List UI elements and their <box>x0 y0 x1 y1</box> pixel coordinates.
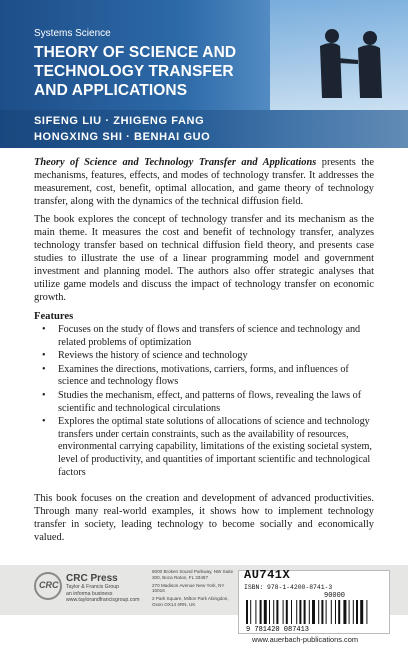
barcode-bar <box>343 600 346 624</box>
barcode-bar <box>260 600 262 624</box>
authors-line-2: HONGXING SHI · BENHAI GUO <box>34 131 211 143</box>
publisher-url: www.taylorandfrancisgroup.com <box>66 597 140 603</box>
barcode-bar <box>273 600 274 624</box>
address-abingdon: 2 Park Square, Milton Park Abingdon, Oxon OX14 4RN, UK <box>152 596 229 607</box>
barcode-bar <box>331 600 332 624</box>
price-code: 90000 <box>324 592 346 600</box>
book-title: THEORY OF SCIENCE AND TECHNOLOGY TRANSFER AND APPLICATIONS <box>34 44 237 99</box>
description-p1-text: presents the mechanisms, features, effects, and modes of technology transfer. It addresses the measurement, cost, benefit, optimal allocation, and game theory of technology transfer, along with the dynamics of the technical diffusion field. <box>34 157 374 207</box>
isbn-barcode <box>240 600 386 632</box>
crc-press-logo-icon: CRC <box>34 572 62 600</box>
features-list <box>34 324 374 480</box>
publisher-name: CRC Press <box>66 573 118 584</box>
catalog-code: AU741X <box>244 568 291 582</box>
barcode-bar <box>264 600 267 624</box>
barcode-bar <box>312 600 315 624</box>
barcode-bar <box>283 600 284 624</box>
barcode-bar <box>326 600 327 624</box>
bullet-icon: • <box>42 324 46 335</box>
publisher-info <box>66 573 140 604</box>
isbn-number: ISBN: 978-1-4200-8741-3 <box>244 584 333 591</box>
barcode-bar <box>353 600 354 624</box>
barcode-bar <box>250 600 251 624</box>
barcode-bar <box>255 600 256 624</box>
feature-text: Studies the mechanism, effect, and patterns of flows, revealing the laws of scientific and technological circulations <box>58 389 362 414</box>
barcode-bar <box>335 600 336 624</box>
barcode-bar <box>286 600 288 624</box>
author-list <box>34 113 210 145</box>
barcode-bar <box>296 600 297 624</box>
address-new-york: 270 Madison Avenue New York, NY 10016 <box>152 582 225 594</box>
barcode-bar <box>291 600 292 624</box>
bullet-icon: • <box>42 350 46 362</box>
barcode-bar <box>246 600 248 624</box>
barcode-bar <box>338 600 340 624</box>
feature-item <box>34 416 374 479</box>
barcode-bar <box>321 600 323 624</box>
address-boca-raton: 6000 Broken Sound Parkway, NW Suite 300, Boca Raton, FL 33487 <box>152 569 234 580</box>
feature-text: Explores the optimal state solutions of allocations of science and technology transfers under certain constraints, such as the availability of resources, environmental carrying capability, limitations of the existing societal system, level of productivity, and quantities of important scientific and technological factors <box>58 416 372 478</box>
feature-item <box>34 324 374 349</box>
publisher-group: Taylor & Francis Group <box>66 584 120 590</box>
closing-paragraph: This book focuses on the creation and development of advanced productivities. Through many real-world examples, it shows how to implement technology transfer in society, leading technology to become socially and economically valued. <box>34 493 374 543</box>
barcode-bar <box>356 600 358 624</box>
feature-text: Reviews the history of science and technology <box>58 350 248 362</box>
publisher-website: www.auerbach-publications.com <box>252 635 358 644</box>
feature-text: Focuses on the study of flows and transfers of science and technology and related problems of optimization <box>58 324 361 348</box>
features-heading: Features <box>34 311 74 322</box>
bullet-icon: • <box>42 416 46 428</box>
handshake-photo <box>270 0 408 110</box>
barcode-bar <box>299 600 301 624</box>
ean-digits: 9 781420 087413 <box>246 626 310 632</box>
series-name: Systems Science <box>34 28 111 39</box>
cover-header-banner <box>0 0 408 148</box>
barcode-bar <box>366 600 367 624</box>
barcode-bar <box>276 600 278 624</box>
feature-item <box>34 364 374 389</box>
description-paragraph-1 <box>34 156 374 208</box>
bullet-icon: • <box>42 389 46 401</box>
barcode-bar <box>309 600 310 624</box>
barcode-bar <box>269 600 270 624</box>
publisher-tagline: an informa business <box>66 590 113 597</box>
description-book-title: Theory of Science and Technology Transfer and Applications <box>34 157 317 168</box>
barcode-bar <box>349 600 350 624</box>
barcode-bar <box>318 600 319 624</box>
description-paragraph-2: The book explores the concept of technology transfer and its mechanism as the main theme. It measures the cost and benefit of technology transfer, analyzes technology transfer based on technical diffusion field theory, and presents case studies to illustrate the use of a linear programming model and government investment and planning model. The authors also offer strategic analyses that utilize game models and discuss the impact of technology transfer on economic growth. <box>34 214 374 303</box>
feature-item <box>34 350 374 363</box>
barcode-bar <box>304 600 306 624</box>
barcode-bar <box>360 600 363 624</box>
authors-line-1: SIFENG LIU · ZHIGENG FANG <box>34 115 205 127</box>
bullet-icon: • <box>42 363 46 375</box>
feature-item <box>34 390 374 415</box>
publisher-addresses <box>152 569 234 610</box>
feature-text: Examines the directions, motivations, carriers, forms, and influences of science and technology flows <box>58 363 349 388</box>
